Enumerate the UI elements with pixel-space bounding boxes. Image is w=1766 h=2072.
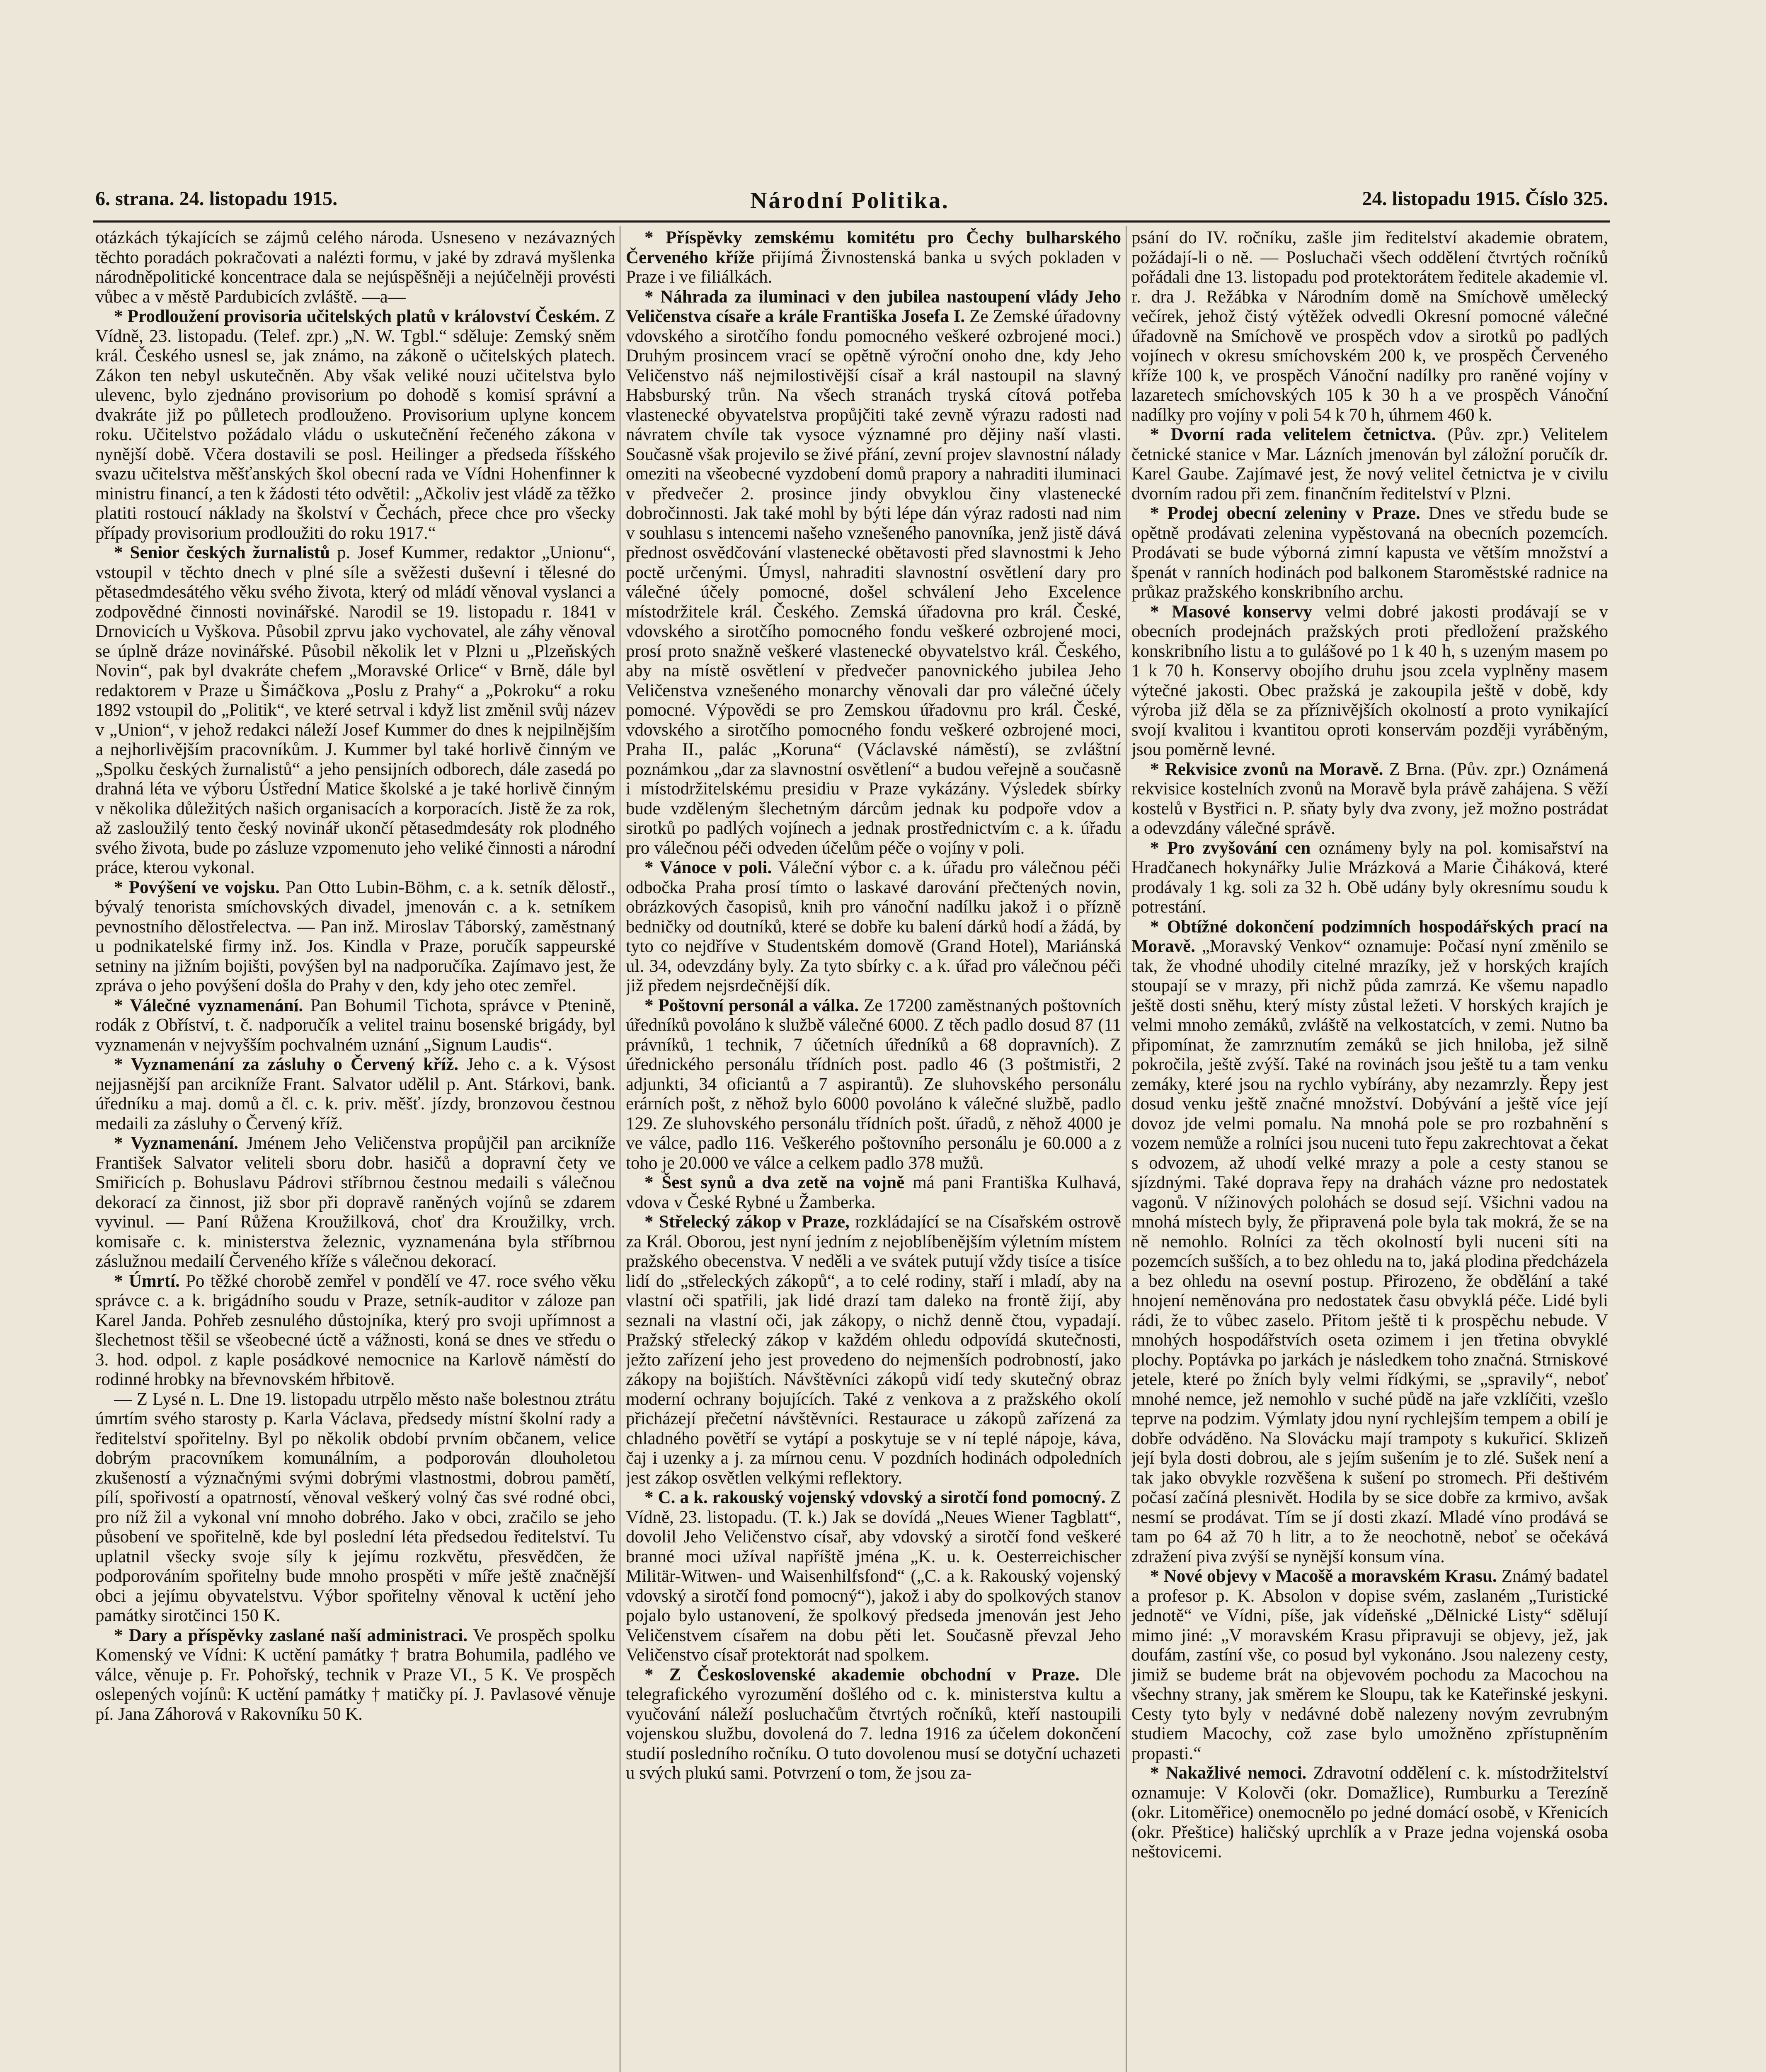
- article-text: má pani Františka Kulhavá, vdova v České Rybné u Žamberka.: [626, 1173, 1121, 1212]
- article-text: Dnes ve středu bude se opětně prodávati zelenina vypěstovaná na obecních pozemcích. Prodávati se bude výborná zimní kapusta ve větším množství a špenát v ranních hodinách pod balkonem Staroměstské radnice na průkaz pražského konskribního archu.: [1131, 503, 1608, 602]
- article-heading: * Válečné vyznamenání.: [114, 995, 303, 1015]
- article-heading: * Střelecký zákop v Praze,: [644, 1212, 850, 1232]
- article-paragraph: [95, 1271, 615, 1389]
- article-text: Z Brna. (Pův. zpr.) Oznámená rekvisice kostelních zvonů na Moravě byla právě zahájena. S věží kostelů v Bystřici n. P. sňaty byly dva zvony, jež možno postrádat a odevzdány válečné správě.: [1131, 759, 1608, 838]
- article-text: Jménem Jeho Veličenstva propůjčil pan arcikníže František Salvator veliteli sboru dobr. hasičů a dopravní čety ve Smiřicích p. Bohuslavu Pádrovi stříbrnou čestnou medaili s válečnou dekorací za činnost, již sbor při dopravě raněných vojínů se zdarem vyvinul. — Paní Růžena Kroužilková, choť dra Kroužilky, vrch. komisaře c. k. ministerstva železnic, vyznamenána byla stříbrnou záslužnou medailí Červeného kříže s válečnou dekorací.: [95, 1133, 615, 1271]
- article-text: Váleční výbor c. a k. úřadu pro válečnou péči odbočka Praha prosí tímto o laskavé darování přečtených novin, obrázkových časopisů, knih pro vánoční nadílku jakož i o přízně bedničky od doutníků, které se dobře ku balení dárků hodí a žádá, by tyto co nejdříve v Studentském domově (Grand Hotel), Mariánská ul. 34, odevzdány byly. Za tyto sbírky c. a k. úřad pro válečnou péči již předem nejsrdečnější dík.: [626, 858, 1121, 995]
- article-heading: * C. a k. rakouský vojenský vdovský a sirotčí fond pomocný.: [644, 1488, 1106, 1507]
- article-text: Známý badatel a profesor p. K. Absolon v dopise svém, zaslaném „Turistické jednotě“ ve Vídni, píše, jak vídeňské „Dělnické Listy“ sdělují mimo jiné: „V moravském Krasu připravuji se objevy, jež, jak doufám, zastíní vše, co posud byl vykonáno. Jsou nalezeny cesty, jimiž se budeme brát na objevovém pochodu za Macochou na všechny strany, jak směrem ke Sloupu, tak ke Kateřinské jeskyni. Cesty tyto byly v nedávné době nalezeny novým zevrubným studiem Macochy, což zase bylo umožněno zpřístupněním propasti.“: [1131, 1566, 1608, 1763]
- article-text: velmi dobré jakosti prodávají se v obecních prodejnách pražských proti předložení pražského konskribního listu a to gulášové po 1 k 40 h, s uzeným masem po 1 k 70 h. Konservy obojího druhu jsou zcela vyplněny masem výtečné jakosti. Obec pražská je zakoupila ještě v době, kdy výroba již děla se za příznivějších okolností a proto vynikající svojí kvalitou i kvantitou oproti konservám později vyráběným, jsou poměrně levné.: [1131, 602, 1608, 759]
- article-heading: * Vyznamenání za zásluhy o Červený kříž.: [114, 1055, 459, 1074]
- article-heading: * Šest synů a dva zetě na vojně: [644, 1173, 905, 1192]
- article-text: Dle telegrafického vyrozumění došlého od c. k. ministerstva kultu a vyučování náleží posluchačům čtvrtých ročníků, kteří nastoupili vojenskou službu, dovolená do 7. ledna 1916 za účelem dokončení studií posledního ročníku. O tuto dovolenou musí se dotyční uchazeti u svých plukú sami. Potvrzení o tom, že jsou za-: [626, 1665, 1121, 1783]
- article-text: „Moravský Venkov“ oznamuje: Počasí nyní změnilo se tak, že vhodné uhodily citelné mrazíky, jež v horských krajích stoupají se v mrazy, při nichž půda zamrzá. Ke všemu napadlo ještě dosti sněhu, který místy zůstal ležeti. V horských krajích je velmi mnoho zemáků, zvláště na velkostatcích, v zemi. Nutno ba připomínat, že zamrznutím zemáků se jich hniloba, jež silně pokročila, ještě zvýší. Také na rovinách jsou ještě tu a tam venku zemáky, které jsou na rychlo vybírány, aby nezamrzly. Řepy jest dosud venku ještě značné množství. Dobývání a ještě více její dovoz jde velmi pomalu. Na mnohá pole se pro rozbahnění s vozem nemůže a rolníci jsou nuceni tuto řepu zakrechtovat a čekat s odvozem, až uhodí velké mrazy a pole a cesty stanou se sjízdnými. Také doprava řepy na drahách vázne pro nedostatek vagonů. V nížinových polohách se dosud sejí. Všichni vadou na mnohá místech byly, že připravená pole byla tak mokrá, že se na ně nemohlo. Rolníci za těch okolností byli nuceni síti na pozemcích sušších, a to bez ohledu na to, jaká plodina předcházela a bez ohledu na osevní postup. Přirozeno, že obdělání a také hnojení neměnována pro nedostatek času obvyklá péče. Lidé byli rádi, že to vůbec zaselo. Přitom ještě ti k prospěchu nebude. V mnohých hospodářstvích oseta ozimem i jen třetina obvyklé plochy. Poptávka po jarkách je následkem toho značná. Strniskové jetele, které po žních byly velmi řídkými, se „spravily“, neboť mnohé nemce, jež nemohlo v suché půdě na jaře vzklíčiti, vzešlo teprve na podzim. Výmlaty jdou nyní rychlejším tempem a obilí je dobře odváděno. Na Slovácku mají trampoty s kukuřicí. Sklizeň její byla dosti dobrou, ale s jejím sušením je to zlé. Sušek není a tak jako obvykle rozvěšena k sušení po stromech. Při deštivém počasí začíná plesnivět. Hodila by se sice dobře za krmivo, avšak nesmí se prodávat. Tím se jí dosti zkazí. Mladé víno prodává se tam po 64 až 70 h litr, a to že neochotně, neboť se očekává zdražení piva zvýší se nynější konsum vína.: [1131, 937, 1608, 1566]
- article-paragraph: [1131, 917, 1608, 1567]
- article-heading: * Nakažlivé nemoci.: [1150, 1763, 1307, 1783]
- column-1: [95, 228, 615, 2072]
- article-paragraph: [95, 307, 615, 543]
- article-paragraph: [95, 878, 615, 996]
- article-paragraph: [95, 1626, 615, 1724]
- page-number-date: 6. strana. 24. listopadu 1915.: [95, 188, 338, 210]
- article-heading: * Masové konservy: [1150, 602, 1312, 622]
- article-paragraph: [1131, 838, 1608, 917]
- article-text: Ze 17200 zaměstnaných poštovních úředníků povoláno k službě válečné 6000. Z těch padlo dosud 87 (11 právníků, 1 technik, 7 účetních úředníků a 68 dopravních). Z úřednického personálu třídních post. padlo 46 (3 poštmistři, 2 adjunkti, 34 oficiantů a 7 aspirantů). Ze sluhovského personálu erárních pošt, z něhož bylo 6000 povoláno k válečné službě, padlo 129. Ze sluhovského personálu třídních pošt. úřadů, z něhož 4000 je ve válce, padlo 116. Veškerého poštovního personálu je 60.000 a z toho je 20.000 ve válce a celkem padlo 378 mužů.: [626, 995, 1121, 1173]
- article-heading: * Dvorní rada velitelem četnictva.: [1150, 425, 1436, 444]
- article-text: Ve prospěch spolku Komenský ve Vídni: K uctění památky † bratra Bohumila, padlého ve válce, věnuje p. Fr. Pohořský, technik v Praze VI., 5 K. Ve prospěch oslepených vojínů: K uctění památky † matičky pí. J. Pavlasové věnuje pí. Jana Záhorová v Rakovníku 50 K.: [95, 1625, 615, 1724]
- article-heading: * Senior českých žurnalistů: [114, 543, 330, 562]
- article-paragraph: [1131, 228, 1608, 425]
- article-heading: * Dary a příspěvky zaslané naší administraci.: [114, 1625, 468, 1645]
- article-text: psání do IV. ročníku, zašle jim ředitelství akademie obratem, požádají-li o ně. — Posluchači všech oddělení čtvrtých ročníků pořádali dne 13. listopadu pod protektorátem ředitele akademie vl. r. dra J. Režábka v Národním domě na Smíchově umělecký večírek, jehož čistý výtěžek odvedli Okresní pomocné válečné úřadovně na Smíchově ve prospěch vdov a sirotků po padlých vojínech v okresu smíchovském 200 k, ve prospěch Červeného kříže 100 k, ve prospěch Vánoční nadílky pro raněné vojíny v lazaretech smíchovských 105 k 30 h a ve prospěch Vánoční nadílky pro vojíny v poli 54 k 70 h, úhrnem 460 k.: [1131, 228, 1608, 425]
- article-paragraph: [626, 1173, 1121, 1212]
- column-3: [1131, 228, 1608, 2072]
- article-paragraph: [1131, 760, 1608, 838]
- article-text: p. Josef Kummer, redaktor „Unionu“, vstoupil v těchto dnech v plné síle a svěžesti duševní i tělesné do pětasedmdesátého věku svého života, který od mládí věnoval vyslanci a zodpovědné činnosti novinářské. Narodil se 19. listopadu r. 1841 v Drnovicích u Vyškova. Působil zprvu jako vychovatel, ale záhy věnoval se úplně dráze novinářské. Působil několik let v Plzni u „Plzeňských Novin“, pak byl dvakráte chefem „Moravské Orlice“ v Brně, dále byl redaktorem v Praze u Šimáčkova „Poslu z Prahy“ a „Pokroku“ a roku 1892 vstoupil do „Politik“, ve které setrval i když list změnil svůj název v „Union“, v jehož redakci náleží Josef Kummer do dnes k nejpilnějším a nejhorlivějším pracovníkům. J. Kummer byl také horlivě činným ve „Spolku českých žurnalistů“ a jeho pensijních odborech, dále zasedá po drahná léta ve výboru Ústřední Matice školské a je také horlivě činným v několika důležitých našich organisacích a korporacích. Jistě že za rok, až zasloužilý tento český novinář ukončí pětasedmdesáty rok plodného svého života, bude po zásluze vzpomenuto jeho veliké činnosti a národní práce, kterou vykonal.: [95, 543, 615, 877]
- article-heading: * Z Československé akademie obchodní v Praze.: [644, 1665, 1080, 1685]
- article-heading: * Povýšení ve vojsku.: [114, 877, 280, 897]
- article-paragraph: [626, 996, 1121, 1173]
- article-paragraph: [95, 996, 615, 1055]
- article-paragraph: [95, 543, 615, 878]
- article-text: (Pův. zpr.) Velitelem četnické stanice v Mar. Lázních jmenován byl záložní poručík dr. Karel Gaube. Zajímavé jest, že nový velitel četnictva je v civilu dvorním radou při zem. finančním ředitelství v Plzni.: [1131, 425, 1608, 503]
- header-rule: [93, 220, 1610, 223]
- article-text: rozkládající se na Císařském ostrově za Král. Oborou, jest nyní jedním z nejoblíbenějším výletním místem pražského obecenstva. V neděli a ve svátek putují vždy tisíce a tisíce lidí do „střeleckých zákopů“, a to celé rodiny, staří i mladí, aby na vlastní oči spatřili, jak lidé drazí tam daleko na frontě žijí, aby seznali na vlastní oči, jak zákopy, o nichž denně čtou, vypadají. Pražský střelecký zákop v každém ohledu odpovídá skutečnosti, ježto zařízení jeho jest provedeno do nejmenších podrobností, jako zákopy na bojištích. Návštěvníci zákopů vidí tedy skutečný obraz moderní ochrany bojujících. Také z venkova a z pražského okolí přicházejí přečetní návštěvníci. Restaurace u zákopů zařízená za chladného povětří se vytápí a poskytuje se v ní teplé nápoje, káva, čaj i uzenky a j. za mírnou cenu. V pozdních hodinách odpoledních jest zákop osvětlen velkými reflektory.: [626, 1212, 1121, 1488]
- article-paragraph: [95, 1133, 615, 1271]
- article-paragraph: [626, 1212, 1121, 1488]
- page-header: [95, 187, 1608, 216]
- article-paragraph: [626, 1665, 1121, 1783]
- article-heading: * Prodloužení provisoria učitelských platů v království Českém.: [114, 307, 600, 326]
- article-text: Pan Bohumil Tichota, správce v Ptenině, rodák z Obříství, t. č. nadporučík a velitel trainu bosenské brigády, byl vyznamenán v nejvyšším pochvalném uznání „Signum Laudis“.: [95, 995, 615, 1055]
- article-text: oznámeny byly na pol. komisařství na Hradčanech hokynářky Julie Mrázková a Marie Čiháková, které prodávaly 1 kg. soli za 32 h. Obě udány byly okresnímu soudu k potrestání.: [1131, 838, 1608, 917]
- article-text: Z Vídně, 23. listopadu. (T. k.) Jak se dovídá „Neues Wiener Tagblatt“, dovolil Jeho Veličenstvo císař, aby vdovský a sirotčí fond veškeré branné moci užíval napříště jména „K. u. k. Oesterreichischer Militär-Witwen- und Waisenhilfsfond“ („C. a k. Rakouský vojenský vdovský a sirotčí fond pomocný“), jakož i aby do spolkových stanov pojalo bylo ustanovení, že spolkový předseda jmenován jest Jeho Veličenstvem císařem na dobu pěti let. Současně převzal Jeho Veličenstvo císař protektorát nad spolkem.: [626, 1488, 1121, 1665]
- article-heading: * Rekvisice zvonů na Moravě.: [1150, 759, 1383, 779]
- article-heading: * Prodej obecní zeleniny v Praze.: [1150, 503, 1420, 523]
- article-text: Po těžké chorobě zemřel v pondělí ve 47. roce svého věku správce c. a k. brigádního soudu v Praze, setník-auditor v záloze pan Karel Janda. Pohřeb zesnulého důstojníka, který pro svoji upřímnost a šlechetnost těšil se všeobecné úctě a vážnosti, koná se dnes ve středu o 3. hod. odpol. z kaple posádkové nemocnice na Karlově náměstí do rodinné hrobky na břevnovském hřbitově.: [95, 1271, 615, 1389]
- article-paragraph: [1131, 503, 1608, 602]
- article-paragraph: [95, 1055, 615, 1133]
- masthead-title: Národní Politika.: [750, 188, 950, 213]
- article-text: Z Vídně, 23. listopadu. (Telef. zpr.) „N. W. Tgbl.“ sděluje: Zemský sněm král. Českého usnesl se, jak známo, na zákoně o učitelských platech. Zákon ten nebyl uskutečněn. Aby však veliké nouzi učitelstva bylo ulevenc, bylo zjednáno provisorium po dohodě s komisí správní a dvakráte již po půlletech prodlouženo. Provisorium uplyne koncem roku. Učitelstvo požádalo vládu o uskutečnění řečeného zákona v nynější době. Včera dostavili se posl. Heilinger a předseda říšského svazu učitelstva měšťanských škol obecní rada ve Vídni Hohenfinner k ministru financí, a ten k žádosti této odvětil: „Ačkoliv jest vládě za těžko platiti rostoucí náklady na školství v Čechách, přece chce pro všecky případy provisorium prodloužiti do roku 1917.“: [95, 307, 615, 543]
- article-text: Pan Otto Lubin-Böhm, c. a k. setník dělostř., bývalý tenorista smíchovských divadel, jmenován c. a k. setníkem pevnostního dělostřelectva. — Pan inž. Miroslav Táborský, zaměstnaný u podnikatelské firmy inž. Jos. Kindla v Praze, poručík sappeurské setniny na jižním bojišti, povýšen byl na nadporučíka. Zajímavo jest, že zpráva o jeho povýšení došla do Prahy v den, kdy jeho otec zemřel.: [95, 877, 615, 995]
- column-2: [626, 228, 1121, 2072]
- article-paragraph: [1131, 602, 1608, 760]
- article-heading: * Příspěvky zemskému komitétu pro Čechy bulharského Červeného kříže: [626, 228, 1121, 267]
- issue-date-number: 24. listopadu 1915. Číslo 325.: [1362, 188, 1608, 210]
- article-paragraph: [626, 228, 1121, 287]
- article-paragraph: [626, 1488, 1121, 1665]
- article-text: přijímá Živnostenská banka u svých pokladen v Praze i ve filiálkách.: [626, 247, 1121, 287]
- article-heading: * Pro zvyšování cen: [1150, 838, 1311, 858]
- article-paragraph: [626, 287, 1121, 858]
- article-paragraph: [95, 1389, 615, 1626]
- article-heading: * Náhrada za iluminaci v den jubilea nastoupení vlády Jeho Veličenstva císaře a krále Františka Josefa I.: [626, 287, 1121, 326]
- article-text: Ze Zemské úřadovny vdovského a sirotčího fondu pomocného veškeré ozbrojené moci.) Druhým prosincem vrací se opětně výroční onoho dne, kdy Jeho Veličenstvo náš nejmilostivější císař a král nastoupil na slavný Habsburský trůn. Na všech stranách tryská cítová potřeba vlastenecké obyvatelstva propůjčiti také zevně výrazu radosti nad návratem chvíle tak vysoce významné pro dějiny naší vlasti. Současně však projevilo se živé přání, zevní projev slavnostní nálady omeziti na všeobecné vyzdobení domů prapory a nahraditi iluminaci v předvečer 2. prosince jindy obvyklou činy vlastenecké dobročinnosti. Jak také mohl by býti lépe dán výraz radosti nad nim v souhlasu s intencemi našeho vznešeného panovníka, jenž jistě dává přednost osvědčování vlastenecké obětavosti před slavnostmi k Jeho poctě určenými. Úmysl, nahraditi slavnostní osvětlení dary pro válečné účely pomocné, došel schválení Jeho Excelence místodržitele král. Českého. Zemská úřadovna pro král. České, vdovského a sirotčího pomocného fondu veškeré ozbrojené moci, prosí proto snažně veškeré vlastenecké obyvatelstvo král. Českého, aby na místě osvětlení v předvečer panovnického jubilea Jeho Veličenstva vznešeného monarchy věnovali dar pro válečné účely pomocné. Výpovědi se pro Zemskou úřadovnu pro král. České, vdovského a sirotčího pomocného fondu veškeré ozbrojené moci, Praha II., palác „Koruna“ (Václavské náměstí), se zvláštní poznámkou „dar za slavnostní osvětlení“ a budou veřejně a současně i místodržitelskému presidiu v Praze vykázány. Výsledek sbírky bude vzděleným šlechetným dárcům jednak ku podpoře vdov a sirotků po padlých vojínech a jednak prostřednictvím c. a k. úřadu pro válečnou péči odveden účelům péče o vojíny v poli.: [626, 307, 1121, 858]
- article-paragraph: [626, 858, 1121, 996]
- article-heading: * Vyznamenání.: [114, 1133, 239, 1153]
- article-heading: * Úmrtí.: [114, 1271, 180, 1291]
- article-text: — Z Lysé n. L. Dne 19. listopadu utrpělo město naše bolestnou ztrátu úmrtím svého starosty p. Karla Václava, předsedy místní školní rady a ředitelství spořitelny. Byl po několik období prvním občanem, velice dobrým pracovníkem komunálním, a podporován dlouholetou zkušeností a význačnými svými dobrými vlastnostmi, dobrou pamětí, pílí, spořivostí a opatrností, věnoval veškerý volný čas své rodné obci, pro níž žil a vykonal vní mnoho dobrého. Jako v obci, zračilo se jeho působení ve spořitelně, kde byl poslední léta předsedou ředitelství. Tu uplatnil všecky svoje síly k jejímu rozkvětu, přesvědčen, že podporováním spořitelny bude mnoho prospěti v míře ještě značnější obci a jejímu obyvatelstvu. Výbor spořitelny věnoval k uctění jeho památky sirotčinci 150 K.: [95, 1389, 615, 1625]
- article-paragraph: [1131, 1763, 1608, 1862]
- article-heading: * Vánoce v poli.: [644, 858, 772, 877]
- article-text: Zdravotní oddělení c. k. místodržitelství oznamuje: V Kolovči (okr. Domažlice), Rumburku a Terezíně (okr. Litoměřice) onemocnělo po jedné domácí osobě, v Křenicích (okr. Přeštice) haličský uprchlík a v Praze jedna vojenská osoba neštovicemi.: [1131, 1763, 1608, 1861]
- article-heading: * Nové objevy v Macošě a moravském Krasu.: [1150, 1566, 1497, 1586]
- article-heading: * Obtížné dokončení podzimních hospodářských prací na Moravě.: [1131, 917, 1608, 956]
- article-paragraph: [1131, 1566, 1608, 1763]
- article-text: Jeho c. a k. Výsost nejjasnější pan arcikníže Frant. Salvator udělil p. Ant. Stárkovi, bank. úředníku a maj. domů a čl. c. k. priv. měšť. jízdy, bronzovou čestnou medaili za zásluhy o Červený kříž.: [95, 1055, 615, 1133]
- article-heading: * Poštovní personál a válka.: [644, 995, 859, 1015]
- article-text: otázkách týkajících se zájmů celého národa. Usneseno v nezávazných těchto poradách pokračovati a nalézti formu, v jaké by zdravá myšlenka národněpolitické koncentrace dala se nejúspěšněji a nejúčelněji provésti vůbec a v městě Pardubicích zvláště. —a—: [95, 228, 615, 307]
- article-paragraph: [95, 228, 615, 307]
- article-paragraph: [1131, 425, 1608, 503]
